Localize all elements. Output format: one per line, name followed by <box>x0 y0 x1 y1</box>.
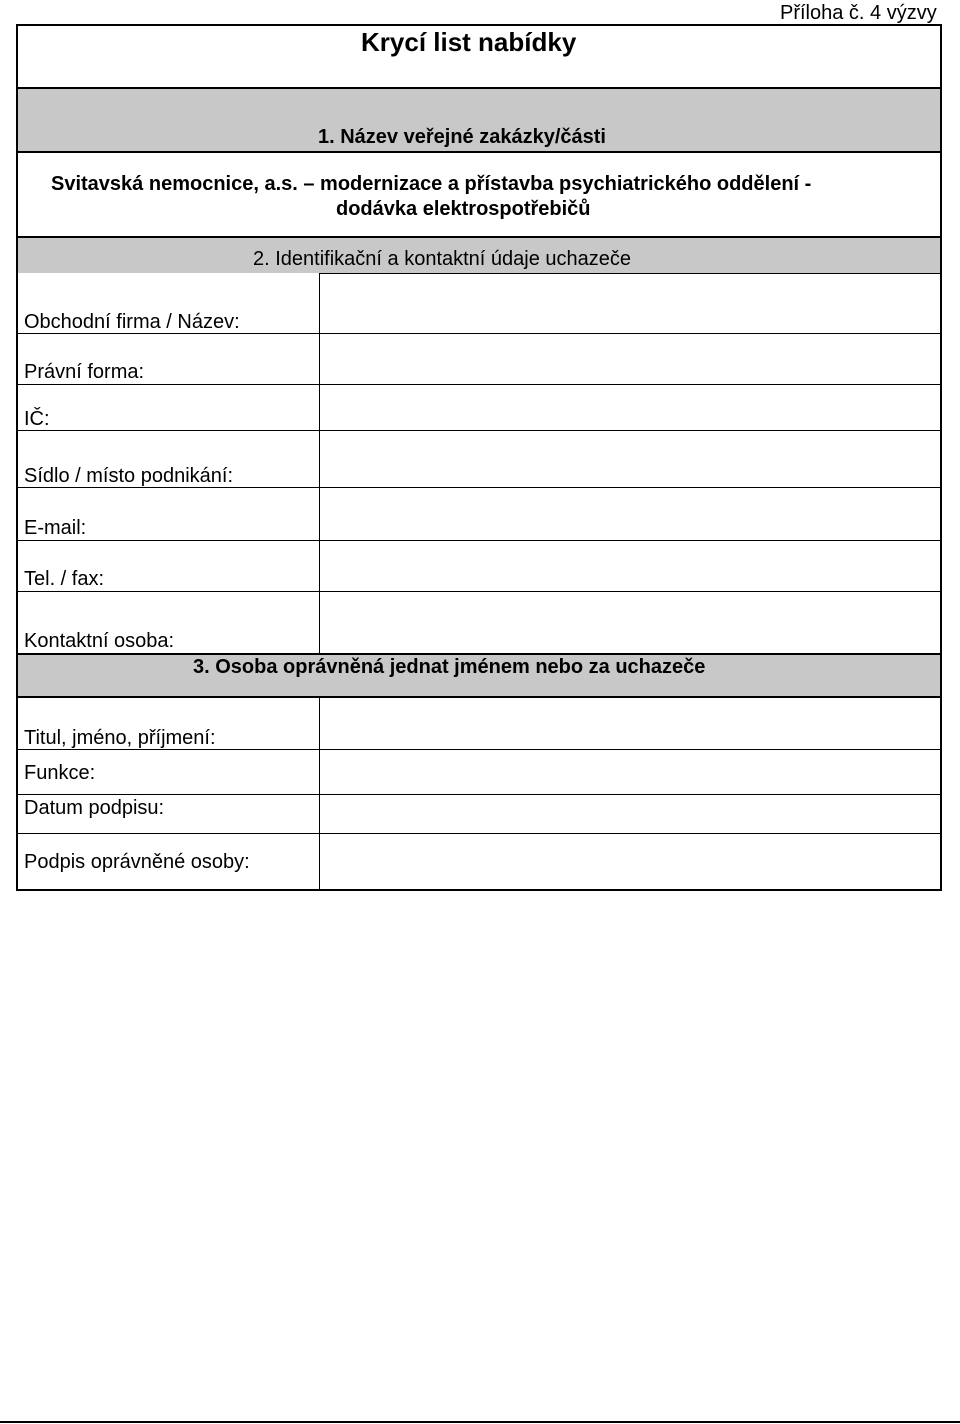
field-label-function: Funkce: <box>24 762 96 784</box>
field-label-company: Obchodní firma / Název: <box>24 311 240 333</box>
contract-name-line2: dodávka elektrospotřebičů <box>336 198 591 220</box>
row-divider <box>17 384 941 385</box>
page-bottom-rule <box>0 1421 960 1423</box>
field-label-email: E-mail: <box>24 517 87 539</box>
divider <box>17 696 941 698</box>
row-divider <box>17 430 941 431</box>
field-label-phone: Tel. / fax: <box>24 568 105 590</box>
frame-left <box>16 24 18 890</box>
field-label-signature-date: Datum podpisu: <box>24 797 165 819</box>
field-label-legal-form: Právní forma: <box>24 361 145 383</box>
divider <box>17 151 941 153</box>
section2-heading: 2. Identifikační a kontaktní údaje uchazeče <box>253 248 632 270</box>
section3-heading: 3. Osoba oprávněná jednat jménem nebo za uchazeče <box>193 656 706 678</box>
page-title: Krycí list nabídky <box>361 27 577 57</box>
divider <box>319 273 941 274</box>
field-label-contact-person: Kontaktní osoba: <box>24 630 175 652</box>
divider <box>17 653 941 655</box>
frame-top <box>17 24 941 26</box>
field-label-ic: IČ: <box>24 408 50 430</box>
frame-bottom <box>16 889 942 891</box>
field-label-name: Titul, jméno, příjmení: <box>24 727 216 749</box>
row-divider <box>17 833 941 834</box>
divider <box>17 236 941 238</box>
annex-label: Příloha č. 4 výzvy <box>780 2 937 24</box>
row-divider <box>17 794 941 795</box>
field-label-signature: Podpis oprávněné osoby: <box>24 851 250 873</box>
row-divider <box>17 540 941 541</box>
row-divider <box>17 591 941 592</box>
section1-heading: 1. Název veřejné zakázky/části <box>318 126 606 148</box>
contract-name-line1: Svitavská nemocnice, a.s. – modernizace a přístavba psychiatrického oddělení - <box>51 173 812 195</box>
column-divider <box>319 273 320 654</box>
frame-right <box>940 24 942 890</box>
field-label-address: Sídlo / místo podnikání: <box>24 465 234 487</box>
divider <box>17 87 941 89</box>
